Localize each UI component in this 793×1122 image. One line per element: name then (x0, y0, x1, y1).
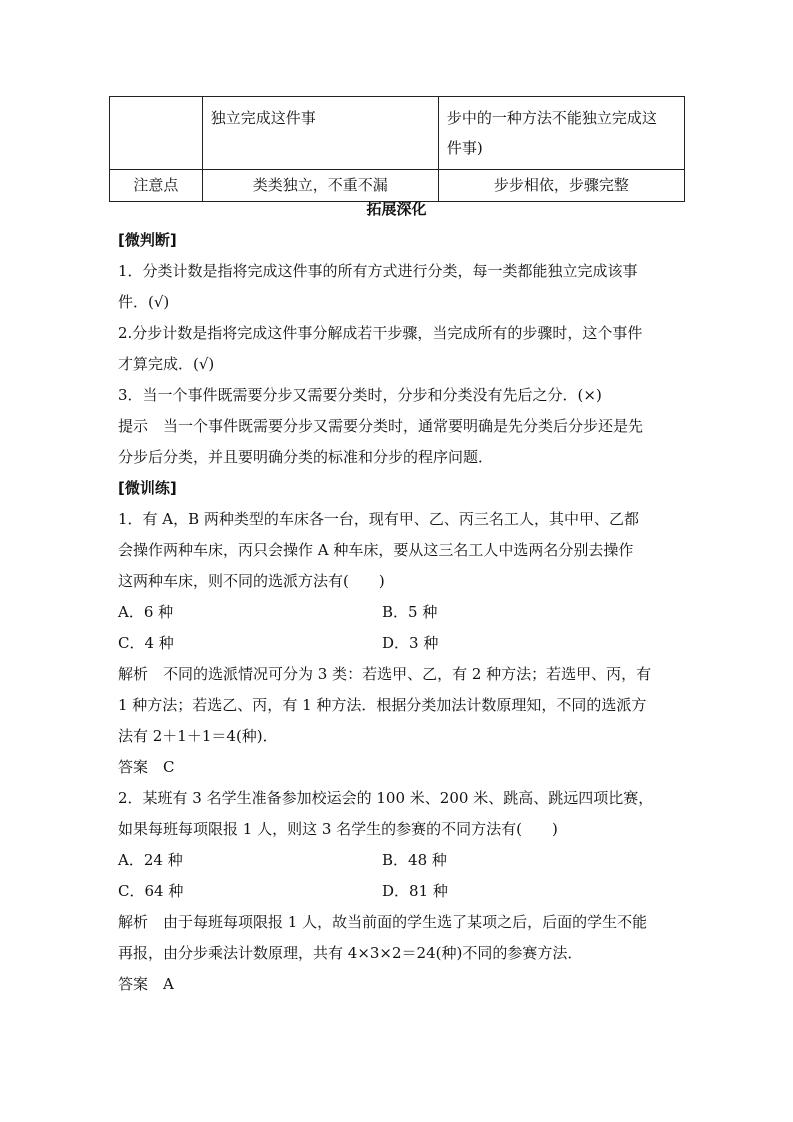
option-row (118, 845, 678, 876)
table-row (110, 97, 685, 170)
option-b: B．5 种 (382, 603, 438, 621)
question-line: 如果每班每项限报 1 人，则这 3 名学生的参赛的不同方法有( ) (118, 820, 558, 838)
option-b: B．48 种 (382, 851, 447, 869)
analysis-line: 法有 2＋1＋1＝4(种)． (118, 727, 278, 745)
option-c: C．64 种 (118, 882, 184, 900)
text-line: 1．分类计数是指将完成这件事的所有方式进行分类，每一类都能独立完成该事 (118, 262, 638, 280)
option-row (118, 597, 678, 628)
section-title: 拓展深化 (366, 200, 427, 218)
content-body (118, 225, 678, 1000)
analysis-line: 解析 由于每班每项限报 1 人，故当前面的学生选了某项之后，后面的学生不能 (118, 913, 648, 931)
cell-text: 独立完成这件事 (210, 109, 316, 127)
option-a: A．24 种 (118, 851, 183, 869)
option-c: C．4 种 (118, 634, 174, 652)
table-cell (110, 97, 203, 170)
text-line: 3．当一个事件既需要分步又需要分类时，分步和分类没有先后之分．(×) (118, 386, 602, 404)
table-row (110, 170, 685, 202)
cell-text: 步中的一种方法不能独立完成这 (446, 109, 657, 127)
train-header: [微训练] (118, 479, 177, 497)
cell-text: 件事) (446, 139, 483, 157)
row-header: 注意点 (110, 170, 203, 202)
judge-header: [微判断] (118, 231, 177, 249)
table-cell: 步步相依，步骤完整 (438, 170, 684, 202)
table-cell (202, 97, 438, 170)
analysis-line: 再报，由分步乘法计数原理，共有 4×3×2＝24(种)不同的参赛方法． (118, 944, 583, 962)
option-d: D．3 种 (382, 634, 439, 652)
question-line: 1．有 A，B 两种类型的车床各一台，现有甲、乙、丙三名工人，其中甲、乙都 (118, 510, 639, 528)
option-row (118, 876, 678, 907)
analysis-line: 解析 不同的选派情况可分为 3 类：若选甲、乙，有 2 种方法；若选甲、丙，有 (118, 665, 652, 683)
text-line: 2.分步计数是指将完成这件事分解成若干步骤，当完成所有的步骤时，这个事件 (118, 324, 643, 342)
answer-line: 答案 A (118, 975, 174, 993)
table-cell: 类类独立，不重不漏 (202, 170, 438, 202)
hint-line: 提示 当一个事件既需要分步又需要分类时，通常要明确是先分类后分步还是先 (118, 417, 644, 435)
text-line: 才算完成．(√) (118, 355, 215, 373)
analysis-line: 1 种方法；若选乙、丙，有 1 种方法．根据分类加法计数原理知，不同的选派方 (118, 696, 647, 714)
table-cell (438, 97, 684, 170)
option-row (118, 628, 678, 659)
comparison-table (109, 96, 685, 202)
question-line: 这两种车床，则不同的选派方法有( ) (118, 572, 385, 590)
text-line: 件．(√) (118, 293, 170, 311)
hint-line: 分步后分类，并且要明确分类的标准和分步的程序问题． (118, 448, 494, 466)
option-a: A．6 种 (118, 603, 174, 621)
question-line: 2．某班有 3 名学生准备参加校运会的 100 米、200 米、跳高、跳远四项比赛， (118, 789, 654, 807)
question-line: 会操作两种车床，丙只会操作 A 种车床，要从这三名工人中选两名分别去操作 (118, 541, 634, 559)
answer-line: 答案 C (118, 758, 175, 776)
option-d: D．81 种 (382, 882, 448, 900)
